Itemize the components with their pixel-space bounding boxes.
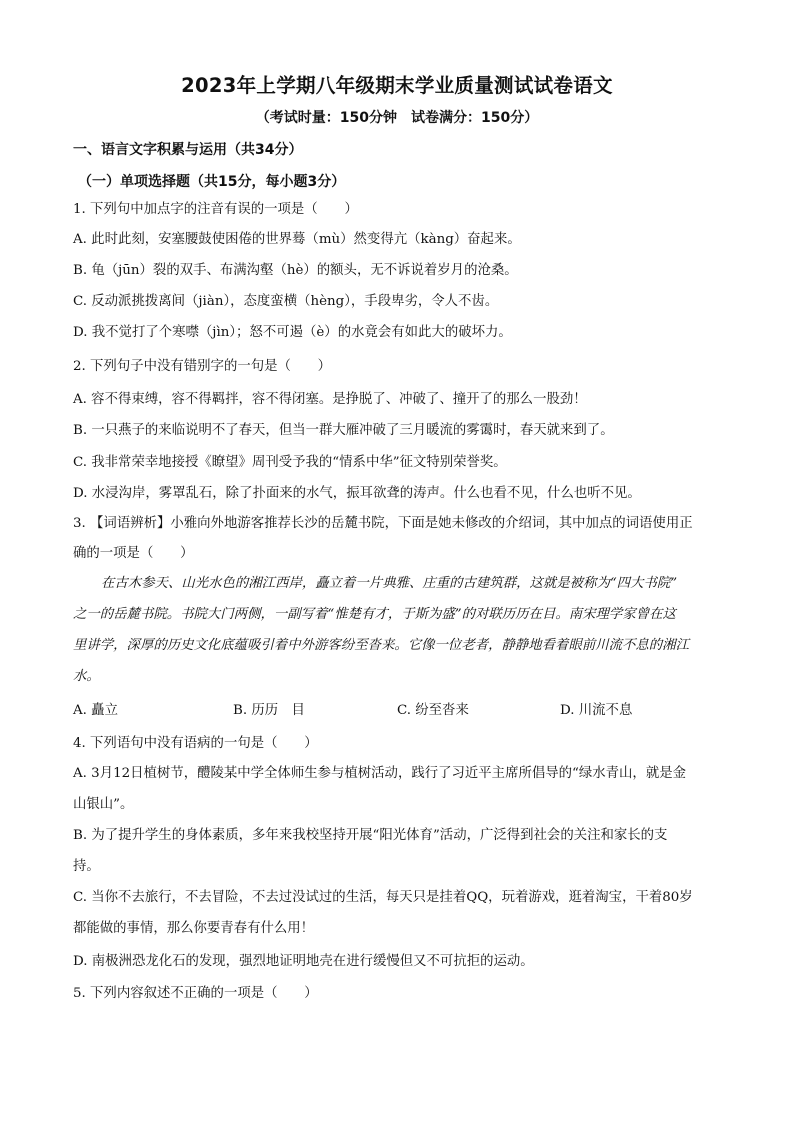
question-2-stem: 2. 下列句子中没有错别字的一句是（ ） [73,359,332,374]
question-1-option-c: C. 反动派挑拨离间（jiàn），态度蛮横（hèng），手段卑劣，令人不齿。 [73,294,499,309]
question-4-option-b: B. 为了提升学生的身体素质，多年来我校坚持开展“阳光体育”活动，广泛得到社会的关注和家长的支 [73,828,668,843]
question-4-option-c: C. 当你不去旅行，不去冒险，不去过没试过的生活，每天只是挂着QQ，玩着游戏，逛着淘宝，干着80岁 [73,890,693,905]
question-4-option-a: A. 3月12日植树节，醴陵某中学全体师生参与植树活动，践行了习近平主席所倡导的“绿水青山，就是金 [73,766,686,781]
question-1-option-b: B. 龟（jūn）裂的双手、布满沟壑（hè）的额头，无不诉说着岁月的沧桑。 [73,263,518,278]
question-4-stem: 4. 下列语句中没有语病的一句是（ ） [73,736,318,751]
question-3-option-b: B. 历历 目 [233,703,305,718]
question-3-option-a: A. 矗立 [73,703,118,718]
question-3-passage-line: 水。 [73,669,100,684]
question-4-option-d: D. 南极洲恐龙化石的发现，强烈地证明地壳在进行缓慢但又不可抗拒的运动。 [73,954,534,969]
question-3-stem: 3. 【词语辨析】小雅向外地游客推荐长沙的岳麓书院，下面是她未修改的介绍词，其中加点的词语使用正 [73,516,693,531]
page-title: 2023年上学期八年级期末学业质量测试试卷语文 [181,74,613,97]
question-2-option-c: C. 我非常荣幸地接授《瞭望》周刊受予我的“情系中华”征文特别荣誉奖。 [73,455,507,470]
section-heading: 一、语言文字积累与运用（共34分） [73,142,303,158]
exam-info: （考试时量：150分钟 试卷满分：150分） [255,110,539,126]
subsection-heading: （一）单项选择题（共15分，每小题3分） [78,174,346,190]
question-4-option-a-cont: 山银山”。 [73,797,134,812]
question-2-option-a: A. 容不得束缚，容不得羁拌，容不得闭塞。是挣脱了、冲破了、撞开了的那么一股劲！ [73,392,587,407]
question-1-stem: 1. 下列句中加点字的注音有误的一项是（ ） [73,202,358,217]
question-3-option-d: D. 川流不息 [560,703,633,718]
question-2-option-d: D. 水浸沟岸，雾罩乱石，除了扑面来的水气，振耳欲聋的涛声。什么也看不见，什么也听不见。 [73,486,641,501]
question-3-passage-line: 之一的岳麓书院。书院大门两侧，一副写着“惟楚有才，于斯为盛”的对联历历在目。南宋理学家曾在这 [73,607,676,622]
question-3-passage-line: 在古木参天、山光水色的湘江西岸，矗立着一片典雅、庄重的古建筑群，这就是被称为“四大书院” [101,576,678,591]
question-3-option-c: C. 纷至沓来 [397,703,469,718]
question-3-stem-cont: 确的一项是（ ） [73,546,194,561]
question-4-option-b-cont: 持。 [73,859,100,874]
question-1-option-a: A. 此时此刻，安塞腰鼓使困倦的世界蓦（mù）然变得亢（kàng）奋起来。 [73,232,521,247]
question-3-passage-line: 里讲学，深厚的历史文化底蕴吸引着中外游客纷至沓来。它像一位老者，静静地看着眼前川流不息的湘江 [73,638,689,653]
question-2-option-b: B. 一只燕子的来临说明不了春天，但当一群大雁冲破了三月暖流的雾霭时，春天就来到了。 [73,423,614,438]
question-1-option-d: D. 我不觉打了个寒噤（jìn）；怒不可遏（è）的水竟会有如此大的破坏力。 [73,325,512,340]
question-5-stem: 5. 下列内容叙述不正确的一项是（ ） [73,986,318,1001]
question-4-option-c-cont: 都能做的事情，那么你要青春有什么用！ [73,921,315,936]
